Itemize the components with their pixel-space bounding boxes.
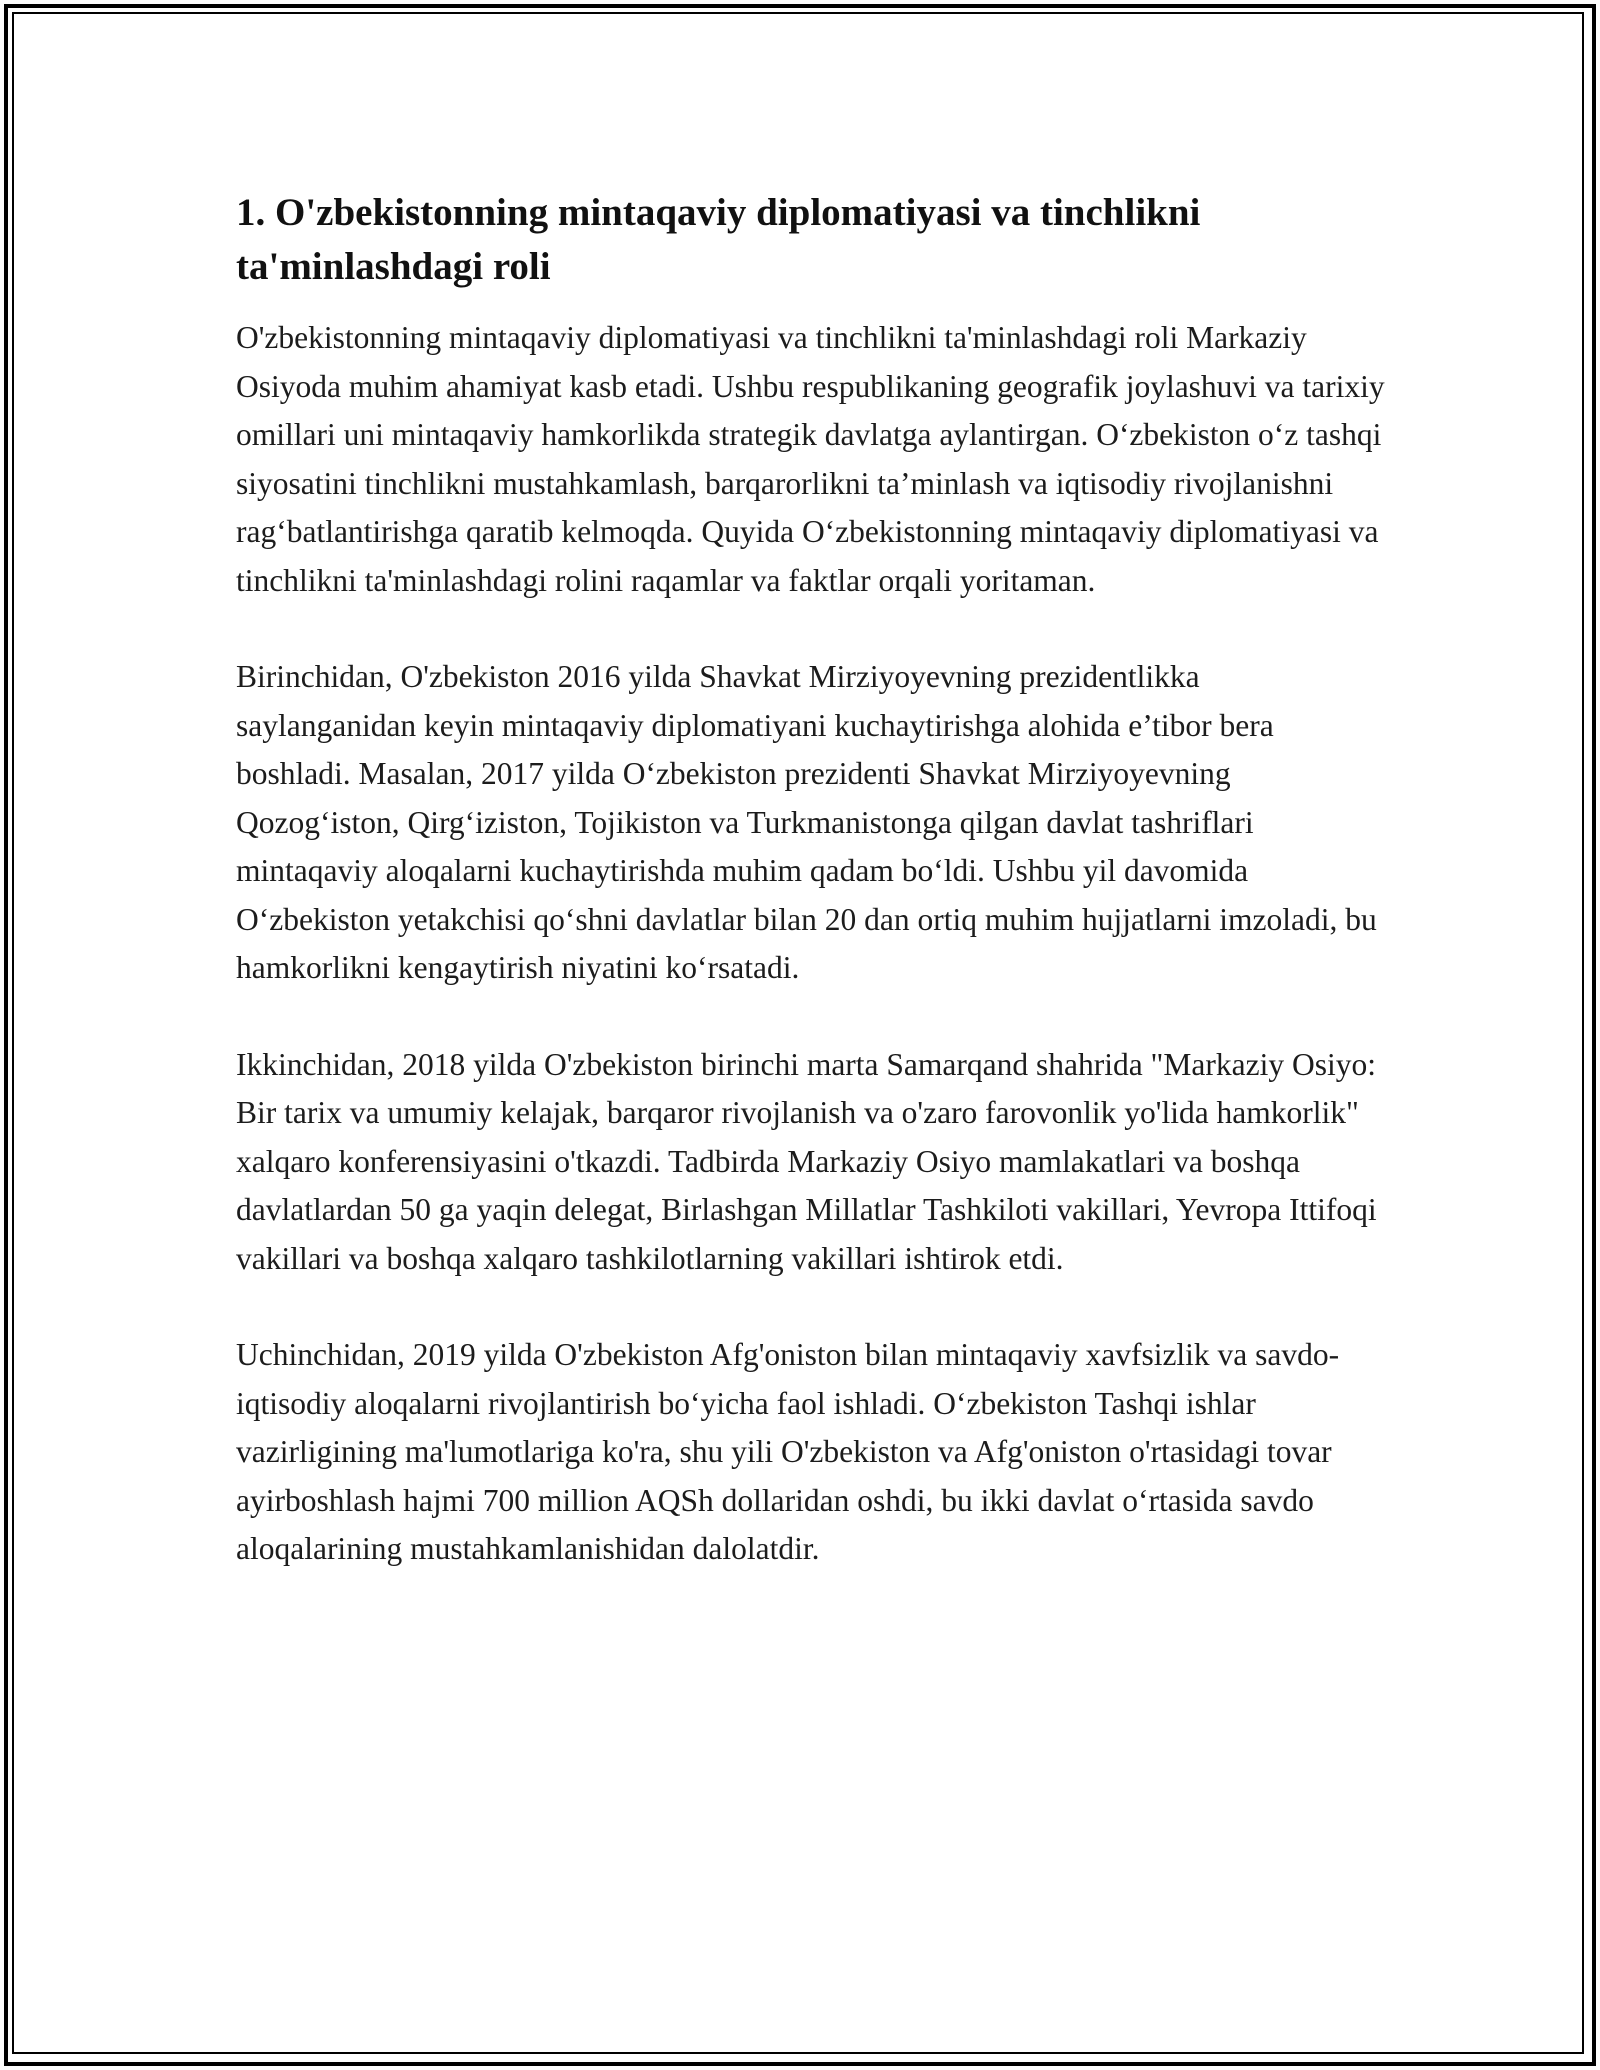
paragraph-third: Uchinchidan, 2019 yilda O'zbekiston Afg'oniston bilan mintaqaviy xavfsizlik va savdo-iqtisodiy aloqalarni rivojlantirish bo‘yicha faol ishladi. O‘zbekiston Tashqi ishlar vazirligining ma'lumotlariga ko'ra, shu yili O'zbekiston va Afg'oniston o'rtasidagi tovar ayirboshlash hajmi 700 million AQSh dollaridan oshdi, bu ikki davlat o‘rtasida savdo aloqalarining mustahkamlanishidan dalolatdir. <box>236 1337 1340 1566</box>
paragraph-first: Birinchidan, O'zbekiston 2016 yilda Shavkat Mirziyoyevning prezidentlikka saylanganidan keyin mintaqaviy diplomatiyani kuchaytirishga alohida e’tibor bera boshladi. Masalan, 2017 yilda O‘zbekiston prezidenti Shavkat Mirziyoyevning Qozog‘iston, Qirg‘iziston, Tojikiston va Turkmanistonga qilgan davlat tashriflari mintaqaviy aloqalarni kuchaytirishda muhim qadam bo‘ldi. Ushbu yil davomida O‘zbekiston yetakchisi qo‘shni davlatlar bilan 20 dan ortiq muhim hujjatlarni imzoladi, bu hamkorlikni kengaytirish niyatini ko‘rsatadi. <box>236 659 1377 985</box>
paragraph-second: Ikkinchidan, 2018 yilda O'zbekiston birinchi marta Samarqand shahrida "Markaziy Osiyo: Bir tarix va umumiy kelajak, barqaror rivojlanish va o'zaro farovonlik yo'lida hamkorlik" xalqaro konferensiyasini o'tkazdi. Tadbirda Markaziy Osiyo mamlakatlari va boshqa davlatlardan 50 ga yaqin delegat, Birlashgan Millatlar Tashkiloti vakillari, Yevropa Ittifoqi vakillari va boshqa xalqaro tashkilotlarning vakillari ishtirok etdi. <box>236 1046 1377 1276</box>
paragraph-intro: O'zbekistonning mintaqaviy diplomatiyasi va tinchlikni ta'minlashdagi roli Markaziy Osiyoda muhim ahamiyat kasb etadi. Ushbu respublikaning geografik joylashuvi va tarixiy omillari uni mintaqaviy hamkorlikda strategik davlatga aylantirgan. O‘zbekiston o‘z tashqi siyosatini tinchlikni mustahkamlash, barqarorlikni ta’minlash va iqtisodiy rivojlanishni rag‘batlantirishga qaratib kelmoqda. Quyida O‘zbekistonning mintaqaviy diplomatiyasi va tinchlikni ta'minlashdagi rolini raqamlar va faktlar orqali yoritaman. <box>236 320 1385 598</box>
section-heading: 1. O'zbekistonning mintaqaviy diplomatiyasi va tinchlikni ta'minlashdagi roli <box>236 191 1201 288</box>
document-body <box>236 186 1386 1622</box>
